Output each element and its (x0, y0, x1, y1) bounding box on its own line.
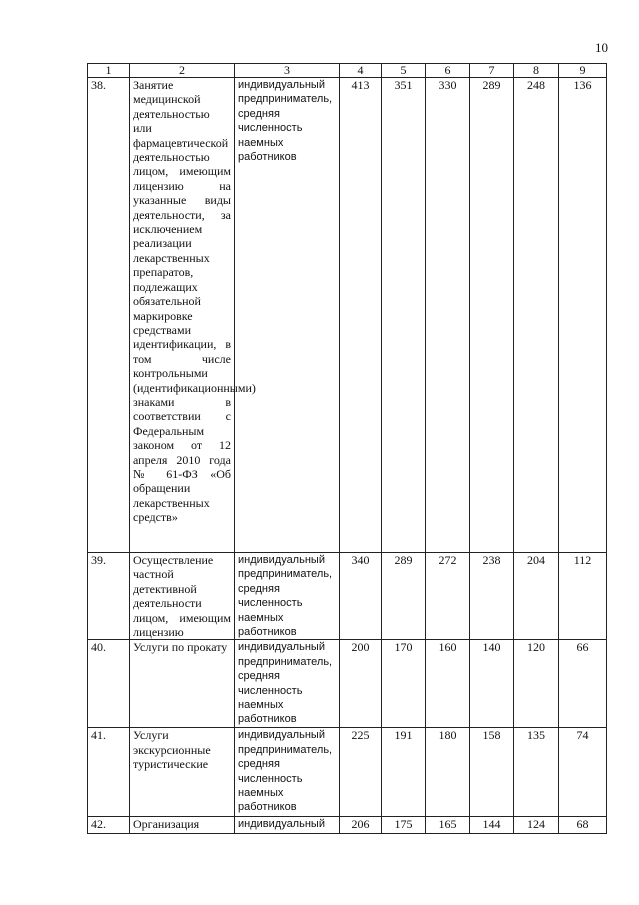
column-header: 6 (426, 64, 470, 78)
value-cell: 124 (514, 817, 559, 834)
value-cell: 136 (559, 78, 607, 553)
activity-cell: Организация (130, 817, 235, 834)
criterion-cell: индивидуальный предприниматель, средняя численность наемных работников (235, 640, 340, 728)
value-cell: 158 (470, 728, 514, 817)
value-cell: 135 (514, 728, 559, 817)
value-cell: 340 (340, 553, 382, 640)
activity-cell: Услуги по прокату (130, 640, 235, 728)
table-row (88, 78, 607, 553)
value-cell: 191 (382, 728, 426, 817)
value-cell: 238 (470, 553, 514, 640)
column-header: 5 (382, 64, 426, 78)
column-header: 8 (514, 64, 559, 78)
value-cell: 330 (426, 78, 470, 553)
criterion-cell: индивидуальный предприниматель, средняя численность наемных работников (235, 553, 340, 640)
tax-rate-table (87, 63, 607, 834)
row-number: 39. (88, 553, 130, 640)
row-number: 38. (88, 78, 130, 553)
criterion-cell: индивидуальный предприниматель, средняя численность наемных работников (235, 728, 340, 817)
criterion-cell: индивидуальный предприниматель, средняя численность наемных работников (235, 78, 340, 553)
table-row (88, 817, 607, 834)
column-header: 7 (470, 64, 514, 78)
value-cell: 206 (340, 817, 382, 834)
activity-cell: Осуществление частной детективной деятельности лицом, имеющим лицензию (130, 553, 235, 640)
value-cell: 68 (559, 817, 607, 834)
value-cell: 180 (426, 728, 470, 817)
value-cell: 160 (426, 640, 470, 728)
activity-cell: Услуги экскурсионные туристические (130, 728, 235, 817)
value-cell: 200 (340, 640, 382, 728)
row-number: 42. (88, 817, 130, 834)
value-cell: 120 (514, 640, 559, 728)
activity-cell: Занятие медицинской деятельностью или фармацевтической деятельностью лицом, имеющим лицензию на указанные виды деятельности, за исключением реализации лекарственных препаратов, подлежащих обязательной маркировке средствами идентификации, в том числе контрольными (идентификационными) знаками в соответствии с Федеральным законом от 12 апреля 2010 года № 61-ФЗ «Об обращении лекарственных средств» (130, 78, 235, 553)
column-header: 1 (88, 64, 130, 78)
table-row (88, 640, 607, 728)
header-row (88, 64, 607, 78)
table-row (88, 728, 607, 817)
value-cell: 66 (559, 640, 607, 728)
column-header: 9 (559, 64, 607, 78)
column-header: 3 (235, 64, 340, 78)
value-cell: 272 (426, 553, 470, 640)
page-number: 10 (595, 40, 608, 55)
value-cell: 248 (514, 78, 559, 553)
value-cell: 175 (382, 817, 426, 834)
value-cell: 112 (559, 553, 607, 640)
table-row (88, 553, 607, 640)
column-header: 2 (130, 64, 235, 78)
value-cell: 351 (382, 78, 426, 553)
value-cell: 289 (382, 553, 426, 640)
value-cell: 204 (514, 553, 559, 640)
value-cell: 413 (340, 78, 382, 553)
value-cell: 74 (559, 728, 607, 817)
value-cell: 144 (470, 817, 514, 834)
row-number: 41. (88, 728, 130, 817)
value-cell: 170 (382, 640, 426, 728)
value-cell: 225 (340, 728, 382, 817)
value-cell: 165 (426, 817, 470, 834)
value-cell: 289 (470, 78, 514, 553)
value-cell: 140 (470, 640, 514, 728)
row-number: 40. (88, 640, 130, 728)
column-header: 4 (340, 64, 382, 78)
criterion-cell: индивидуальный (235, 817, 340, 834)
